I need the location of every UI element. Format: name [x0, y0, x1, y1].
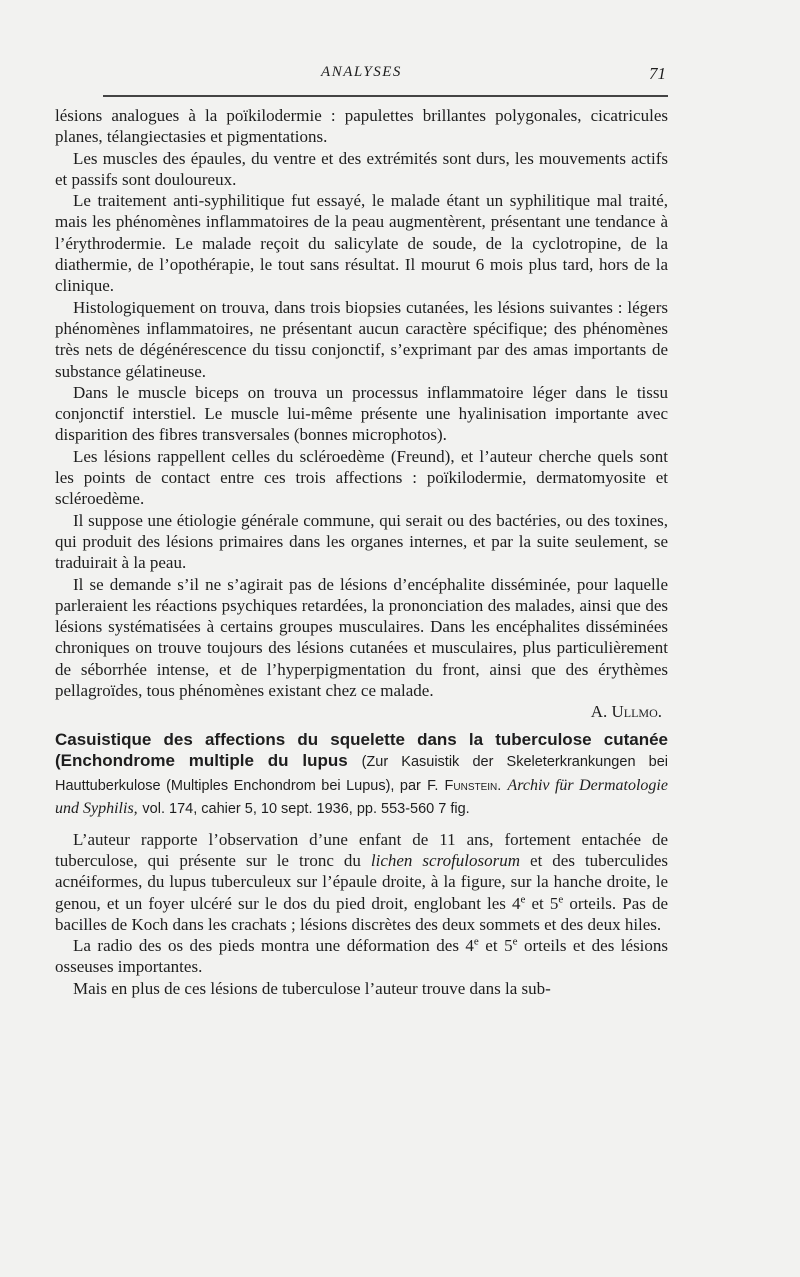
- radio-num-1: 4: [465, 936, 474, 956]
- signature-name: Ullmo.: [611, 702, 662, 722]
- abstract-title: Casuistique des affections du squelette dans la tuberculose cutanée (Enchondrome multiple du lupus: [55, 729, 668, 771]
- abstract-citation: vol. 174, cahier 5, 10 sept. 1936, pp. 553-560 7 fig.: [142, 801, 470, 818]
- radio-text-a: La radio des os des pieds montra une déformation des: [73, 936, 459, 956]
- running-head: [55, 58, 668, 92]
- running-title: ANALYSES: [321, 64, 402, 80]
- paragraph-biceps: Dans le muscle biceps on trouva un processus inflammatoire léger dans le tissu conjonctif interstiel. Le muscle lui-même présente une hyalinisation importante avec disparition des fibres transversales (bonnes microphotos).: [55, 382, 668, 445]
- observation-sup-1: e: [520, 892, 526, 905]
- paragraph-radio: [55, 935, 668, 978]
- signature-initial: A.: [590, 702, 608, 722]
- page-number: 71: [649, 64, 666, 83]
- paragraph-observation: [55, 829, 668, 935]
- radio-sup-1: e: [473, 935, 479, 948]
- observation-text-d: orteils. Pas de bacilles de Koch dans les crachats ; lésions discrètes des deux sommets et des deux hiles.: [55, 893, 669, 934]
- radio-text-b: et: [485, 936, 498, 956]
- observation-sup-2: e: [558, 892, 564, 905]
- paragraph-etiology: Il suppose une étiologie générale commune, qui serait ou des bactéries, ou des toxines, qui produit des lésions primaires dans les organes internes, et par la suite seulement, se traduirait à la peau.: [55, 510, 668, 573]
- header-rule: [103, 95, 668, 97]
- author-signature: [55, 701, 668, 722]
- paragraph-histology: Histologiquement on trouva, dans trois biopsies cutanées, les lésions suivantes : légers phénomènes inflammatoires, ne présentant aucun caractère spécifique; des phénomènes très nets de dégénérescence du tissu conjonctif, s’exprimant par des amas importants de substance gélatineuse.: [55, 297, 668, 381]
- observation-text-b: et des tuberculides acnéiformes, du lupus tuberculeux sur l’épaule droite, à la figure, sur la hanche droite, le genou, et un foyer ulcéré sur le dos du pied droit, englobant les: [55, 850, 669, 913]
- paragraph-lesions: lésions analogues à la poïkilodermie : papulettes brillantes polygonales, cicatricules planes, télangiectasies et pigmentations.: [55, 106, 668, 147]
- observation-text-a: L’auteur rapporte l’observation d’une enfant de 11 ans, fortement entachée de tuberculose, qui présente sur le tronc du: [55, 829, 668, 870]
- paragraph-treatment: Le traitement anti-syphilitique fut essayé, le malade étant un syphilitique mal traité, mais les phénomènes inflammatoires de la peau augmentèrent, présentant une tendance à l’érythrodermie. Le malade reçoit du salicylate de soude, de la cyclotropine, de la diathermie, de l’opothérapie, le tout sans résultat. Il mourut 6 mois plus tard, hors de la clinique.: [55, 191, 668, 296]
- observation-text-c: et: [531, 893, 544, 913]
- observation-italic: lichen scrofulosorum: [370, 850, 521, 870]
- abstract-german-title: (Zur Kasuistik der Skeleterkrankungen bei Hauttuberkulose (Multiples Enchondrom bei Lupus), par: [55, 754, 668, 794]
- paragraph-scleroedeme: Les lésions rappellent celles du scléroedème (Freund), et l’auteur cherche quels sont les points de contact entre ces trois affections : poïkilodermie, dermatomyosite et scléroedème.: [55, 446, 668, 509]
- paragraph-muscles: Les muscles des épaules, du ventre et des extrémités sont durs, les mouvements actifs et passifs sont douloureux.: [55, 148, 668, 189]
- radio-num-2: 5: [504, 936, 513, 956]
- abstract-heading: [55, 729, 668, 821]
- observation-num-1: 4: [512, 893, 521, 913]
- article-body: [55, 105, 668, 999]
- abstract-journal: Archiv für Dermatologie und Syphilis,: [55, 776, 668, 818]
- paragraph-encephalitis: Il se demande s’il ne s’agirait pas de lésions d’encéphalite disséminée, pour laquelle parleraient les réactions psychiques retardées, la prononciation des malades, ainsi que des lésions systématisées à certains groupes musculaires. Dans les encéphalites disséminées chroniques on trouve toujours des lésions cutanées et musculaires, plus particulièrement de séborrhée intense, et de l’hyperpigmentation du front, ainsi que des érythèmes pellagroïdes, tous phénomènes existant chez ce malade.: [55, 574, 668, 701]
- radio-sup-2: e: [512, 935, 518, 948]
- document-page: [55, 58, 668, 999]
- radio-text-c: orteils et des lésions osseuses importantes.: [55, 936, 669, 977]
- paragraph-further: Mais en plus de ces lésions de tuberculose l’auteur trouve dans la sub-: [73, 978, 551, 998]
- abstract-author-initial: F.: [427, 777, 439, 794]
- abstract-author-name: Funstein.: [444, 777, 502, 794]
- abstract-body: [55, 829, 668, 999]
- observation-num-2: 5: [549, 893, 559, 913]
